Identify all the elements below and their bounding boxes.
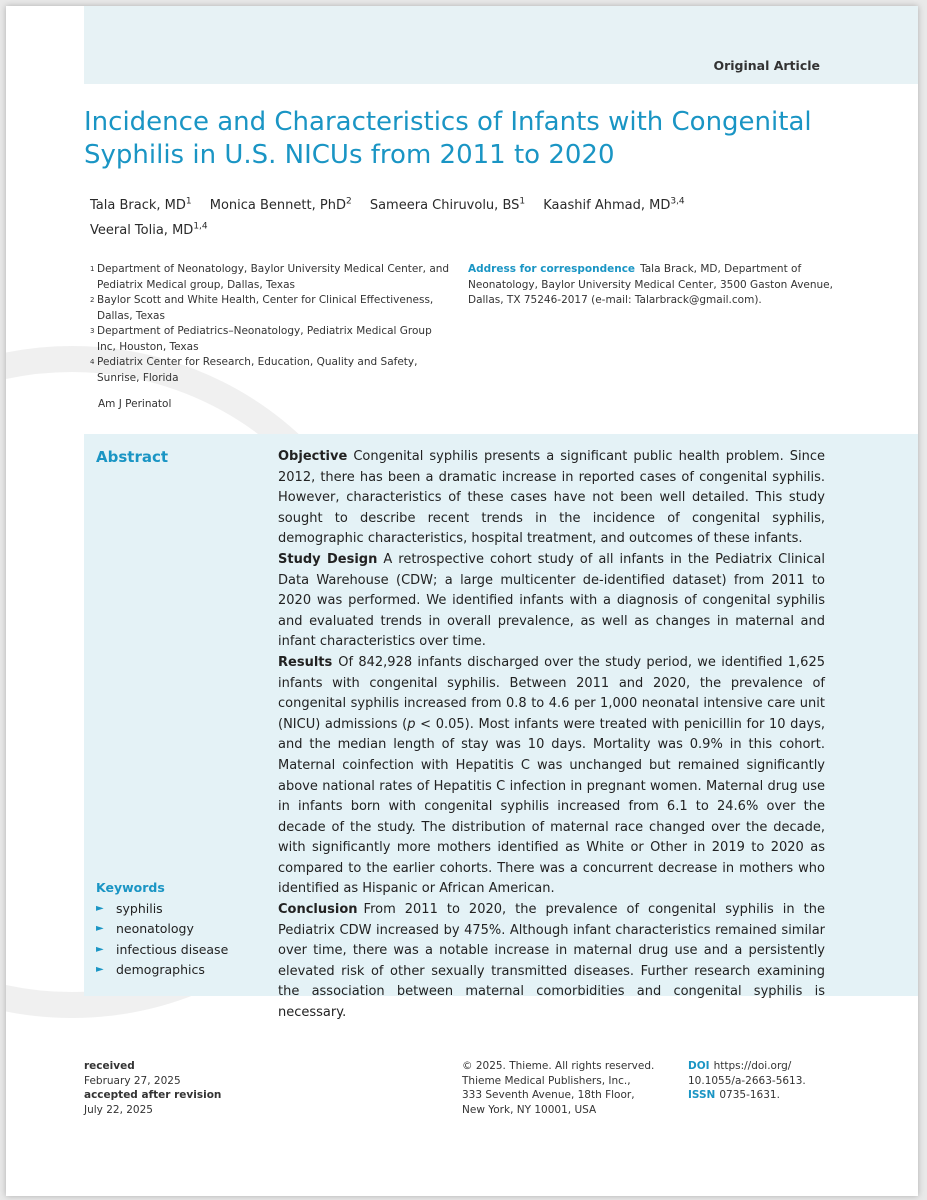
correspondence [468,262,838,309]
publisher-block [462,1059,682,1117]
identifiers-block [688,1059,838,1103]
received-label: received [84,1060,135,1072]
arrow-right-icon: ► [96,943,104,955]
author-4: Kaashif Ahmad, MD$^{3,4}$ [543,197,685,214]
article-title: Incidence and Characteristics of Infants with Congenital Syphilis in U.S. NICUs from 2011 to 2020 [84,107,812,170]
affiliation-1: 1 Department of Neonatology, Baylor University Medical Center, and Pediatrix Medical group, Dallas, Texas [90,263,450,291]
received-date: February 27, 2025 [84,1074,181,1087]
author-5: Veeral Tolia, MD$^{1,4}$ [90,221,208,238]
abstract-study-design: Study Design A retrospective cohort study of all infants in the Pediatrix Clinical Data Warehouse (CDW; a large multicenter de-identified dataset) from 2011 to 2020 was performed. We identified infants with a diagnosis of congenital syphilis and evaluated trends in overall prevalence, as well as changes in maternal and infant characteristics over time. [278,551,826,650]
journal-name: Am J Perinatol [98,398,172,410]
affiliations [90,262,452,386]
correspondence-label: Address for correspondence [468,263,636,275]
affiliation-2: 2 Baylor Scott and White Health, Center for Clinical Effectiveness, Dallas, Texas [90,294,434,322]
copyright: © 2025. Thieme. All rights reserved. [462,1060,655,1072]
author-list [90,192,810,241]
doi-link[interactable]: https://doi.org/ [713,1060,792,1072]
article-type-label: Original Article [713,58,820,73]
accepted-label: accepted after revision [84,1089,222,1101]
doi-value[interactable]: 10.1055/a-2663-5613. [688,1074,806,1087]
affiliation-4: 4 Pediatrix Center for Research, Education, Quality and Safety, Sunrise, Florida [90,356,418,384]
abstract-heading: Abstract [96,448,169,466]
article-page [6,6,918,1196]
abstract-body [278,447,825,1024]
doi-line: DOI https://doi.org/ [688,1060,792,1072]
keyword-item: ► infectious disease [96,940,228,960]
publisher-address-1: 333 Seventh Avenue, 18th Floor, [462,1089,635,1101]
keyword-item: ► syphilis [96,899,228,919]
author-3: Sameera Chiruvolu, $BS^1$ [369,197,526,214]
issn-line: ISSN 0735-1631. [688,1089,780,1101]
publisher-name: Thieme Medical Publishers, Inc., [462,1074,631,1087]
abstract-conclusion: Conclusion From 2011 to 2020, the prevalence of congenital syphilis in the Pediatrix CDW increased by 475%. Although infant characteristics remained similar over time, there was a notable increase in maternal drug use and a persistently elevated risk of other sexually transmitted diseases. Further research examining the association between maternal comorbidities and congenital syphilis is necessary. [278,902,825,1021]
arrow-right-icon: ► [96,964,104,976]
arrow-right-icon: ► [96,923,104,935]
keyword-list [96,899,228,981]
author-1: Tala Brack, $MD^1$ [90,197,192,214]
keyword-item: ► demographics [96,960,228,980]
abstract-results: Results Of 842,928 infants discharged over the study period, we identified 1,625 infants with congenital syphilis. Between 2011 and 2020, the prevalence of congenital syphilis increased from 0.8 to 4.6 per 1,000 neonatal intensive care unit (NICU) admissions (p < 0.05). Most infants were treated with penicillin for 10 days, and the median length of stay was 10 days. Mortality was 0.9% in this cohort. Maternal coinfection with Hepatitis C was unchanged but remained significantly above national rates of Hepatitis C infection in pregnant women. Maternal drug use in infants born with congenital syphilis increased from 6.1 to 24.6% over the decade of the study. The distribution of maternal race changed over the decade, with significantly more mothers identified as White or Other in 2019 to 2020 as compared to the earlier cohorts. There was a concurrent decrease in mothers who identified as Hispanic or African American. [278,654,826,897]
keywords-heading: Keywords [96,880,165,895]
keyword-item: ► neonatology [96,919,228,939]
author-2: Monica Bennett, PhD$^2$ [209,197,352,214]
publisher-address-2: New York, NY 10001, USA [462,1103,597,1116]
affiliation-3: 3 Department of Pediatrics–Neonatology, Pediatrix Medical Group Inc, Houston, Texas [90,325,432,353]
dates-block [84,1059,304,1117]
correspondence-text: Tala Brack, MD, Department of Neonatology, Baylor University Medical Center, 3500 Gaston Avenue, Dallas, TX 75246-2017 (e-mail: Talarbrack@gmail.com). [468,263,833,306]
accepted-date: July 22, 2025 [84,1103,153,1116]
abstract-objective: Objective Congenital syphilis presents a significant public health problem. Since 2012, there has been a dramatic increase in reported cases of congenital syphilis. However, characteristics of these cases have not been well detailed. This study sought to describe recent trends in the incidence of congenital syphilis, demographic characteristics, hospital treatment, and outcomes of these infants. [278,449,825,547]
arrow-right-icon: ► [96,903,104,914]
